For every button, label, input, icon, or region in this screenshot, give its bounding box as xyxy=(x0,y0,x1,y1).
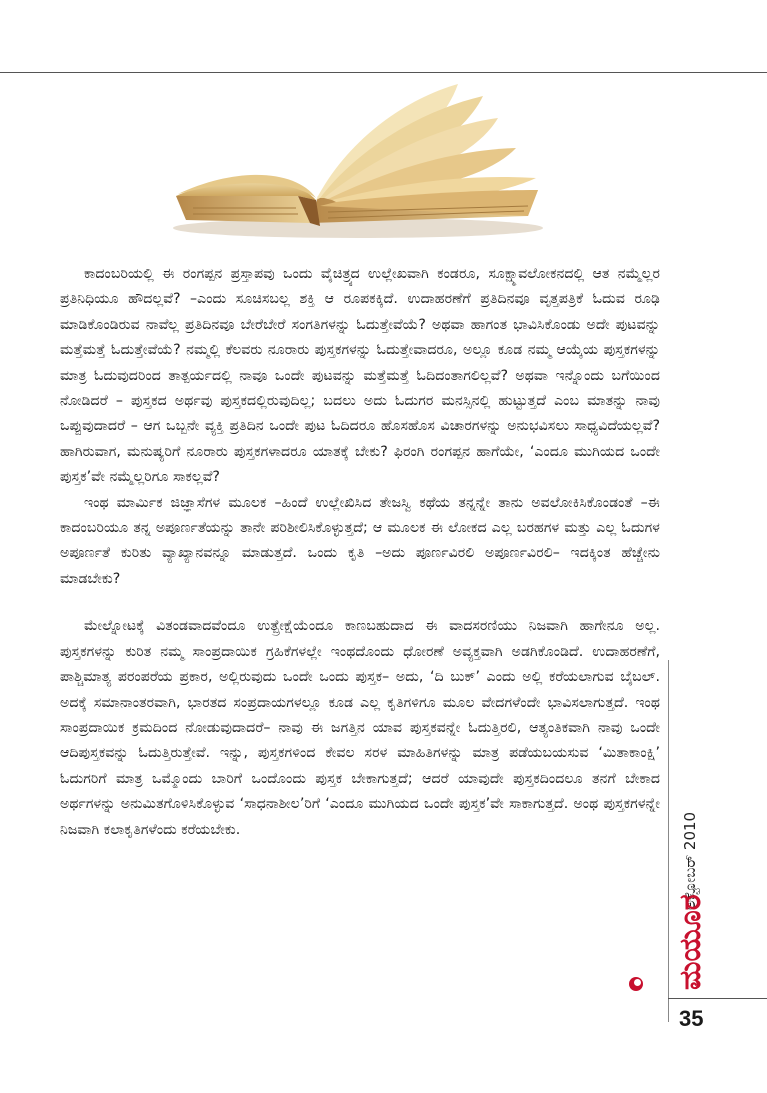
article-body xyxy=(60,262,660,843)
paragraph-3: ಮೇಲ್ನೋಟಕ್ಕೆ ವಿತಂಡವಾದವೆಂದೂ ಉತ್ಪ್ರೇಕ್ಷೆಯೆಂದೂ ಕಾಣಬಹುದಾದ ಈ ವಾದಸರಣಿಯು ನಿಜವಾಗಿ ಹಾಗೇನೂ ಅಲ್ಲ. ಪುಸ್ತಕಗಳನ್ನು ಕುರಿತ ನಮ್ಮ ಸಾಂಪ್ರದಾಯಿಕ ಗ್ರಹಿಕೆಗಳಲ್ಲೇ ಇಂಥದೊಂದು ಧೋರಣೆ ಅವ್ಯಕ್ತವಾಗಿ ಅಡಗಿಕೊಂಡಿದೆ. ಉದಾಹರಣೆಗೆ, ಪಾಶ್ಚಿಮಾತ್ಯ ಪರಂಪರೆಯ ಪ್ರಕಾರ, ಅಲ್ಲಿರುವುದು ಒಂದೇ ಒಂದು ಪುಸ್ತಕ– ಅದು, ‘ದಿ ಬುಕ್’ ಎಂದು ಅಲ್ಲಿ ಕರೆಯಲಾಗುವ ಬೈಬಲ್. ಅದಕ್ಕೆ ಸಮಾನಾಂತರವಾಗಿ, ಭಾರತದ ಸಂಪ್ರದಾಯಗಳಲ್ಲೂ ಕೂಡ ಎಲ್ಲ ಕೃತಿಗಳಿಗೂ ಮೂಲ ವೇದಗಳೆಂದೇ ಭಾವಿಸಲಾಗುತ್ತದೆ. ಇಂಥ ಸಾಂಪ್ರದಾಯಿಕ ಕ್ರಮದಿಂದ ನೋಡುವುದಾದರೆ– ನಾವು ಈ ಜಗತ್ತಿನ ಯಾವ ಪುಸ್ತಕವನ್ನೇ ಓದುತ್ತಿರಲಿ, ಆತ್ಯಂತಿಕವಾಗಿ ನಾವು ಒಂದೇ ಆದಿಪುಸ್ತಕವನ್ನು ಓದುತ್ತಿರುತ್ತೇವೆ. ಇನ್ನು, ಪುಸ್ತಕಗಳಿಂದ ಕೇವಲ ಸರಳ ಮಾಹಿತಿಗಳನ್ನು ಮಾತ್ರ ಪಡೆಯಬಯಸುವ ‘ಮಿತಾಕಾಂಕ್ಷಿ’ ಓದುಗರಿಗೆ ಮಾತ್ರ ಒಮ್ಮೊಂದು ಬಾರಿಗೆ ಒಂದೊಂದು ಪುಸ್ತಕ ಬೇಕಾಗುತ್ತದೆ; ಆದರೆ ಯಾವುದೇ ಪುಸ್ತಕದಿಂದಲೂ ತನಗೆ ಬೇಕಾದ ಅರ್ಥಗಳನ್ನು ಅನುಮಿತಗೊಳಿಸಿಕೊಳ್ಳುವ ‘ಸಾಧನಾಶೀಲ’ರಿಗೆ ‘ಎಂದೂ ಮುಗಿಯದ ಒಂದೇ ಪುಸ್ತಕ’ವೇ ಸಾಕಾಗುತ್ತದೆ. ಅಂಥ ಪುಸ್ತಕಗಳನ್ನೇ ನಿಜವಾಗಿ ಕಲಾಕೃತಿಗಳೆಂದು ಕರೆಯಬೇಕು. xyxy=(60,618,660,838)
open-book-illustration xyxy=(58,78,650,242)
paragraph-1: ಕಾದಂಬರಿಯಲ್ಲಿ ಈ ರಂಗಪ್ಪನ ಪ್ರಸ್ತಾಪವು ಒಂದು ವೈಚಿತ್ರ್ಯದ ಉಲ್ಲೇಖವಾಗಿ ಕಂಡರೂ, ಸೂಕ್ಷ್ಮಾವಲೋಕನದಲ್ಲಿ ಆತ ನಮ್ಮೆಲ್ಲರ ಪ್ರತಿನಿಧಿಯೂ ಹೌದಲ್ಲವೆ? –ಎಂದು ಸೂಚಿಸಬಲ್ಲ ಶಕ್ತಿ ಆ ರೂಪಕಕ್ಕಿದೆ. ಉದಾಹರಣೆಗೆ ಪ್ರತಿದಿನವೂ ವೃತ್ತಪತ್ರಿಕೆ ಓದುವ ರೂಢಿ ಮಾಡಿಕೊಂಡಿರುವ ನಾವೆಲ್ಲ ಪ್ರತಿದಿನವೂ ಬೇರೆಬೇರೆ ಸಂಗತಿಗಳನ್ನು ಓದುತ್ತೇವೆಯೆ? ಅಥವಾ ಹಾಗಂತ ಭಾವಿಸಿಕೊಂಡು ಅದೇ ಪುಟವನ್ನು ಮತ್ತೆಮತ್ತೆ ಓದುತ್ತೇವೆಯೆ? ನಮ್ಮಲ್ಲಿ ಕೆಲವರು ನೂರಾರು ಪುಸ್ತಕಗಳನ್ನು ಓದುತ್ತೇವಾದರೂ, ಅಲ್ಲೂ ಕೂಡ ನಮ್ಮ ಆಯ್ಕೆಯ ಪುಸ್ತಕಗಳನ್ನು ಮಾತ್ರ ಓದುವುದರಿಂದ ತಾತ್ಪರ್ಯದಲ್ಲಿ ನಾವೂ ಒಂದೇ ಪುಟವನ್ನು ಮತ್ತೆಮತ್ತೆ ಓದಿದಂತಾಗಲಿಲ್ಲವೆ? ಅಥವಾ ಇನ್ನೊಂದು ಬಗೆಯಿಂದ ನೋಡಿದರೆ – ಪುಸ್ತಕದ ಅರ್ಥವು ಪುಸ್ತಕದಲ್ಲಿರುವುದಿಲ್ಲ; ಬದಲು ಅದು ಓದುಗರ ಮನಸ್ಸಿನಲ್ಲಿ ಹುಟ್ಟುತ್ತದೆ ಎಂಬ ಮಾತನ್ನು ನಾವು ಒಪ್ಪುವುದಾದರೆ – ಆಗ ಒಬ್ಬನೇ ವ್ಯಕ್ತಿ ಪ್ರತಿದಿನ ಒಂದೇ ಪುಟ ಓದಿದರೂ ಹೊಸಹೊಸ ವಿಚಾರಗಳನ್ನು ಅನುಭವಿಸಲು ಸಾಧ್ಯವಿದೆಯಲ್ಲವೆ? ಹಾಗಿರುವಾಗ, ಮನುಷ್ಯರಿಗೆ ನೂರಾರು ಪುಸ್ತಕಗಳಾದರೂ ಯಾತಕ್ಕೆ ಬೇಕು? ಫಿರಂಗಿ ರಂಗಪ್ಪನ ಹಾಗೆಯೇ, ‘ಎಂದೂ ಮುಗಿಯದ ಒಂದೇ ಪುಸ್ತಕ’ವೇ ನಮ್ಮೆಲ್ಲರಿಗೂ ಸಾಕಲ್ಲವೆ? xyxy=(60,266,660,486)
issue-date-label xyxy=(681,790,701,910)
open-book-icon xyxy=(58,78,650,242)
magazine-title-text: ಮಯೂರ xyxy=(673,894,708,990)
issue-date-text: ಅಕ್ಟೋಬರ್ 2010 xyxy=(681,811,699,910)
red-circle-icon xyxy=(627,975,645,993)
magazine-title xyxy=(672,894,712,990)
page-number: 35 xyxy=(679,1006,704,1031)
top-divider xyxy=(0,72,767,73)
paragraph-2: ಇಂಥ ಮಾರ್ಮಿಕ ಜಿಜ್ಞಾಸೆಗಳ ಮೂಲಕ –ಹಿಂದೆ ಉಲ್ಲೇಖಿಸಿದ ತೇಜಸ್ವಿ ಕಥೆಯ ತನ್ನನ್ನೇ ತಾನು ಅವಲೋಕಿಸಿಕೊಂಡಂತೆ –ಈ ಕಾದಂಬರಿಯೂ ತನ್ನ ಅಪೂರ್ಣತೆಯನ್ನು ತಾನೇ ಪರಿಶೀಲಿಸಿಕೊಳ್ಳುತ್ತದೆ; ಆ ಮೂಲಕ ಈ ಲೋಕದ ಎಲ್ಲ ಬರಹಗಳ ಮತ್ತು ಎಲ್ಲ ಓದುಗಳ ಅಪೂರ್ಣತೆ ಕುರಿತು ವ್ಯಾಖ್ಯಾನವನ್ನೂ ಮಾಡುತ್ತದೆ. ಒಂದು ಕೃತಿ –ಅದು ಪೂರ್ಣವಿರಲಿ ಅಪೂರ್ಣವಿರಲಿ– ಇದಕ್ಕಿಂತ ಹೆಚ್ಚೇನು ಮಾಡಬೇಕು? xyxy=(60,494,660,587)
bottom-divider xyxy=(668,998,767,999)
margin-divider xyxy=(668,660,669,1022)
